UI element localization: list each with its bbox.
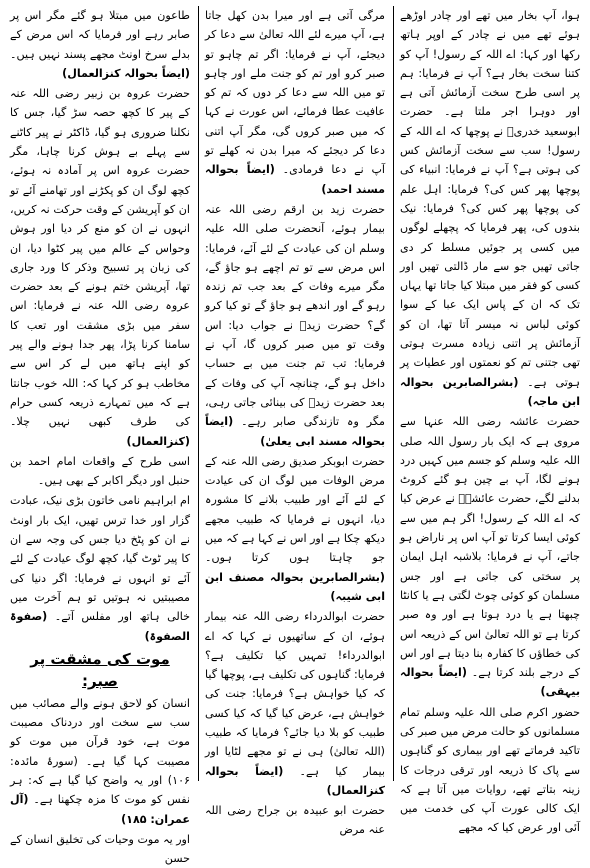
paragraph: [205, 452, 385, 606]
section-heading: موت کی مشقت پر صبر:: [30, 649, 170, 690]
citation: (ایضاً بحوالہ بیہقی): [400, 666, 580, 699]
text-column-middle: [198, 6, 385, 837]
citation: (ایضاً بحوالہ مسند احمد): [205, 163, 385, 196]
citation: (ایضاً بحوالہ کنزالعمال): [62, 66, 190, 80]
paragraph-text: ام ابراہیم نامی خاتون بڑی نیک، عبادت گزار اور خدا ترس تھیں، ایک بار اونٹ نے ان کو پٹخ دیا جس کی وجہ سے ان کا پیر ٹوٹ گیا، کچھ لوگ عیادت کے لئے آئے تو انہوں نے فرمایا: اگر دنیا کی مصیبتیں نہ ہوتیں تو ہم آخرت میں خالی ہاتھ اور مفلس آتے۔: [10, 494, 190, 624]
citation: (بشرالصابرین بحوالہ ابن ماجہ): [400, 375, 580, 408]
paragraph-text: حضرت عائشہ رضی اللہ عنہا سے مروی ہے کہ ایک بار رسول اللہ صلی اللہ علیہ وسلم کو جسم میں کہیں درد ہونے لگا، آپ بے چین ہو گئے کروٹ بدلنے لگے، حضرت عائشہؓ نے عرض کیا کہ اے اللہ کے رسول! اگر ہم میں سے کوئی ایسا کرتا تو آپ اس پر ناراض ہو جاتے، آپ نے فرمایا: بلاشبہ اہل ایمان پر سختی کی جاتی ہے اور جس مسلمان کو کوئی چوٹ لگتی ہے یا کانٹا چبھتا ہے یا درد ہوتا ہے اور وہ صبر کرتا ہے تو اللہ تعالیٰ اس کے ذریعہ اس کی خطاؤں کا کفارہ بنا دیتا ہے اور اس کے درجے بلند کرتا ہے۔: [400, 415, 580, 680]
paragraph: [400, 703, 580, 838]
paragraph-text: مرگی آتی ہے اور میرا بدن کھل جاتا ہے، آپ میرے لئے اللہ تعالیٰ سے دعا کر دیجئے، آپ نے فرمایا: اگر تم چاہو تو صبر کرو اور تم کو جنت ملے اور چاہو تو میں اللہ سے دعا کر دوں کہ تم کو عافیت عطا فرمائے، اس عورت نے کہا کہ میں صبر کروں گی، مگر آپ اتنی دعا کر دیجئے کہ میرا بدن نہ کھلے تو آپ نے دعا فرمادی۔: [205, 9, 385, 177]
text-column-right: [393, 6, 581, 835]
paragraph-text: حضرت ابوبکر صدیق رضی اللہ عنہ کے مرض الوفات میں لوگ ان کی عیادت کے لئے آئے اور طبیب بلانے کا مشورہ دیا، انہوں نے فرمایا کہ طبیب مجھے دیکھ چکا ہے اور اس نے کہا ہے کہ میں جو چاہتا ہوں کرتا ہوں۔: [205, 454, 385, 565]
paragraph: [10, 830, 190, 868]
paragraph: [10, 6, 190, 83]
paragraph: [205, 801, 385, 840]
paragraph: [205, 6, 385, 199]
paragraph: [205, 607, 385, 800]
paragraph: [10, 491, 190, 645]
paragraph: [400, 6, 580, 411]
citation: (ایضاً بحوالہ کنزالعمال): [205, 764, 385, 797]
citation: (صفوۃ الصفوۃ): [10, 610, 190, 643]
paragraph: [400, 412, 580, 701]
paragraph-text: طاعون میں مبتلا ہو گئے مگر اس پر صابر رہے اور فرمایا کہ اس مرض کے بدلے سرخ اونٹ مجھے پسند نہیں ہیں۔: [10, 9, 190, 61]
paragraph: [205, 200, 385, 451]
citation: (آل عمران: ۱۸۵): [10, 793, 190, 826]
paragraph: [10, 84, 190, 451]
citation: (کنزالعمال): [126, 434, 190, 448]
paragraph-text: ہوا، آپ بخار میں تھے اور چادر اوڑھے ہوئے تھے میں نے چادر کے اوپر ہاتھ رکھا اور کہا: اے اللہ کے رسول! آپ کو کتنا سخت بخار ہے؟ آپ نے فرمایا: ہم پر اسی طرح سخت آزمائش آتی ہے اور دوہرا اجر ملتا ہے۔ حضرت ابوسعید خدریؓ نے پوچھا کہ اے اللہ کے رسول! سب سے سخت آزمائش کس کی ہوتی ہے؟ آپ نے فرمایا: انبیاء کی پوچھا پھر کس کی؟ فرمایا: اہل علم کی پوچھا پھر کس کی؟ فرمایا: نیک بندوں کی، پھر فرمایا کہ پچھلے لوگوں میں کسی پر جوئیں مسلط کر دی جاتی تھیں جو سے مار ڈالتی تھیں اور کسی کو فقر میں مبتلا کیا جاتا تھا یہاں تک کہ ان کے پاس ایک عبا کے سوا کوئی لباس نہ میسر آتا تھا، ان کو آزمائش پر اتنی زیادہ مسرت ہوتی تھی جتنی تم کو نعمتوں اور عطیات پر ہوتی ہے۔: [400, 9, 581, 389]
text-column-left: [10, 6, 190, 866]
paragraph-text: حضرت عروہ بن زبیر رضی اللہ عنہ کے پیر کا کچھ حصہ سڑ گیا، جس کا نکلنا ضروری ہو گیا، ڈاکٹر نے پیر کاٹنے سے پہلے بے ہوش کرنا چاہا، مگر حضرت عروہ اس پر آمادہ نہ ہوئے، کچھ لوگ ان کو پکڑنے اور تھامنے آئے تو ان کو آپریشن کے وقت حرکت نہ کریں، انہوں نے ان کو منع کر دیا اور ہوش وحواس کے عالم میں پیر کٹوا دیا، ان کی زبان پر تسبیح وذکر کا ورد جاری تھا، آپریشن ختم ہونے کے بعد حضرت عروہ رضی اللہ عنہ نے فرمایا: اس سفر میں بڑی مشقت اور تعب کا سامنا کرنا پڑا، پھر جدا ہونے والے پیر کو اپنے ہاتھ میں لے کر اس سے مخاطب ہو کر کہا کہ: اللہ خوب جانتا ہے کہ میں تمہارے ذریعہ کسی حرام کی طرف کبھی نہیں چلا۔: [10, 87, 190, 429]
paragraph-text: اور یہ موت وحیات کی تخلیق انسان کے حسن: [10, 832, 190, 866]
paragraph-text: حضرت ابو عبیدہ بن جراح رضی اللہ عنہ مرض: [205, 804, 385, 837]
paragraph-text: حضرت ابوالدرداء رضی اللہ عنہ بیمار ہوئے، ان کے ساتھیوں نے کہا کہ اے ابوالدرداء! تمہیں کیا تکلیف ہے؟ فرمایا: گناہوں کی تکلیف ہے، پوچھا گیا کہ کیا خواہش ہے؟ فرمایا: جنت کی خواہش ہے، عرض کیا گیا کہ کیا کسی طبیب کو بلا دیا جائے؟ فرمایا کہ طبیب (اللہ تعالیٰ) ہی نے تو مجھے لٹایا اور بیمار کیا ہے۔: [205, 610, 385, 778]
paragraph: [10, 694, 190, 829]
paragraph-text: حضور اکرم صلی اللہ علیہ وسلم تمام مسلمانوں کو حالت مرض میں صبر کی تاکید فرماتے تھے اور بیماری کو گناہوں سے پاک کا ذریعہ اور ترقی درجات کا زینہ بتاتے تھے، روایات میں آتا ہے کہ ایک کالی عورت آپ کی خدمت میں آئی اور عرض کیا کہ مجھے: [400, 705, 580, 835]
citation: (بشرالصابرین بحوالہ مصنف ابن ابی شیبہ): [205, 570, 385, 603]
paragraph-text: اسی طرح کے واقعات امام احمد بن حنبل اور دیگر اکابر کے بھی ہیں۔: [10, 454, 190, 488]
citation: (ایضاً بحوالہ مسند ابی یعلیٰ): [205, 415, 385, 448]
paragraph-text: انسان کو لاحق ہونے والے مصائب میں سب سے سخت اور دردناک مصیبت موت ہے، خود قرآن میں موت کو مصیبت کہا گیا ہے۔ (سورۂ مائدہ: ۱۰۶) اور یہ واضح کیا گیا ہے کہ: ہر نفس کو موت کا مزہ چکھنا ہے۔: [10, 696, 190, 807]
paragraph-text: حضرت زید بن ارقم رضی اللہ عنہ بیمار ہوئے، آنحضرت صلی اللہ علیہ وسلم ان کی عیادت کے لئے آئے، فرمایا: اس مرض سے تو تم اچھے ہو جاؤ گے، مگر میرے وفات کے بعد جب تم زندہ رہو گے اور اندھے ہو جاؤ گے تو کیا کرو گے؟ حضرت زیدؓ نے جواب دیا: اس وقت تو میں صبر کروں گا، آپ نے فرمایا: تب تم جنت میں بے حساب داخل ہو گے، چنانچہ آپ کی وفات کے بعد حضرت زیدؓ کی بینائی جاتی رہی، مگر وہ تازندگی صابر رہے۔: [205, 202, 385, 429]
paragraph: [10, 452, 190, 491]
